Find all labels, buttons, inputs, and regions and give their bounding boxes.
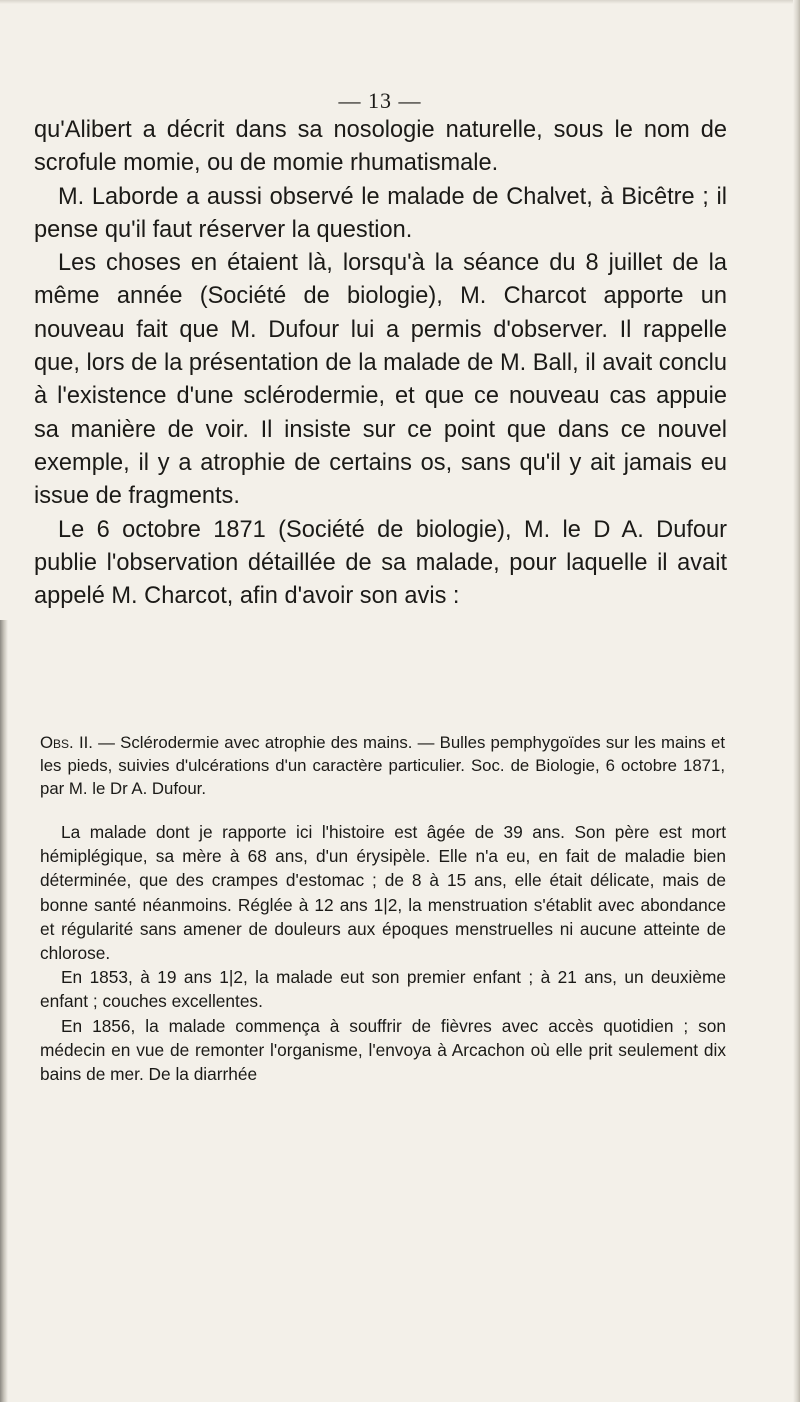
page-top-edge bbox=[0, 0, 800, 4]
observation-number: II. bbox=[78, 733, 93, 752]
paragraph-4: Le 6 octobre 1871 (Société de biologie), M. le D A. Dufour publie l'observation détaillée de sa malade, pour laquelle il avait appelé M. Charcot, afin d'avoir son avis : bbox=[34, 516, 727, 610]
main-body-text bbox=[34, 114, 727, 613]
paragraph-1: qu'Alibert a décrit dans sa nosologie naturelle, sous le nom de scrofule momie, ou de momie rhumatismale. bbox=[34, 117, 727, 177]
observation-title: — Sclérodermie avec atrophie des mains. — Bulles pemphygoïdes sur les mains et les pieds, suivies d'ulcérations d'un caractère particulier. Soc. de Biologie, 6 octobre 1871, par M. le Dr A. Dufour. bbox=[40, 733, 725, 798]
page-number: — 13 — bbox=[338, 88, 422, 113]
page-left-edge-shadow bbox=[0, 620, 8, 1402]
paragraph-3: Les choses en étaient là, lorsqu'à la séance du 8 juillet de la même année (Société de biologie), M. Charcot apporte un nouveau fait que M. Dufour lui a permis d'observer. Il rappelle que, lors de la présentation de la malade de M. Ball, il avait conclu à l'existence d'une sclérodermie, et que ce nouveau cas appuie sa manière de voir. Il insiste sur ce point que dans ce nouvel exemple, il y a atrophie de certains os, sans qu'il y ait jamais eu issue de fragments. bbox=[34, 250, 727, 510]
paragraph-2: M. Laborde a aussi observé le malade de Chalvet, à Bicêtre ; il pense qu'il faut réserver la question. bbox=[34, 183, 727, 243]
observation-label: Obs. bbox=[40, 733, 74, 752]
observation-paragraph-1: La malade dont je rapporte ici l'histoire est âgée de 39 ans. Son père est mort hémiplégique, sa mère à 68 ans, d'un érysipèle. Elle n'a eu, en fait de maladie bien déterminée, que des crampes d'estomac ; de 8 à 15 ans, elle était délicate, mais de bonne santé néanmoins. Réglée à 12 ans 1|2, la menstruation s'établit avec abondance et régularité sans amener de douleurs aux époques menstruelles ni aucune atteinte de chlorose. bbox=[40, 822, 726, 964]
observation-paragraph-2: En 1853, à 19 ans 1|2, la malade eut son premier enfant ; à 21 ans, un deuxième enfant ; couches excellentes. bbox=[40, 967, 726, 1012]
observation-heading bbox=[40, 731, 725, 800]
observation-body bbox=[40, 820, 726, 1086]
page-right-edge-shadow bbox=[793, 0, 800, 1402]
observation-paragraph-3: En 1856, la malade commença à souffrir de fièvres avec accès quotidien ; son médecin en vue de remonter l'organisme, l'envoya à Arcachon où elle prit seulement dix bains de mer. De la diarrhée bbox=[40, 1015, 726, 1085]
